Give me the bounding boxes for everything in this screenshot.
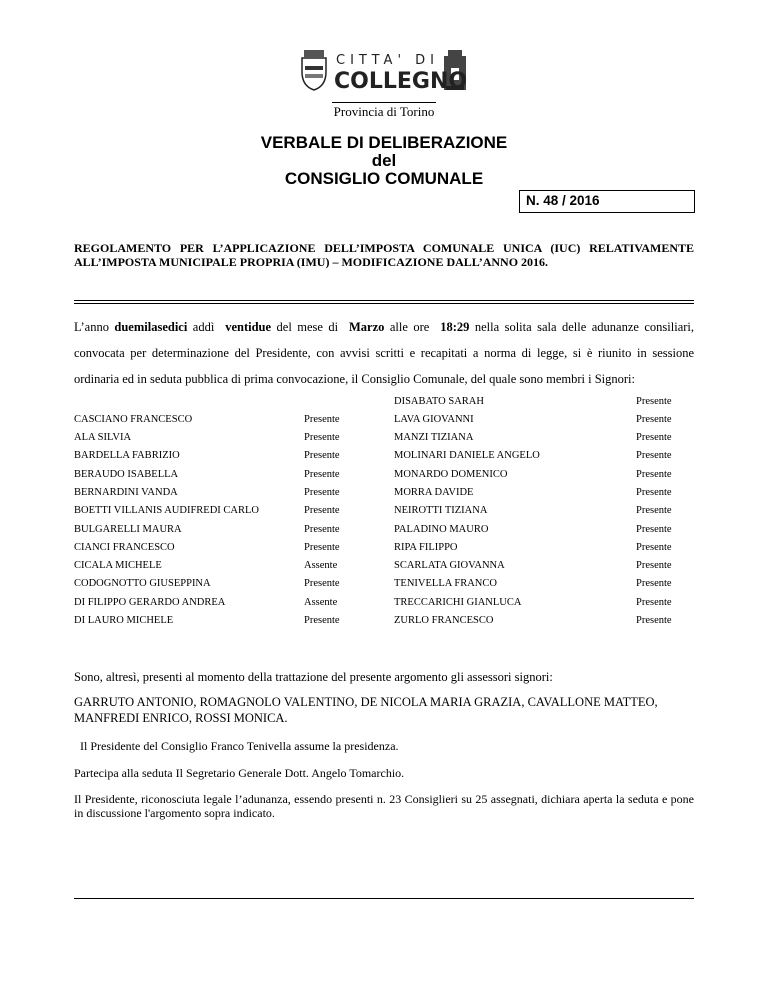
deliberation-number: N. 48 / 2016 — [526, 193, 600, 208]
table-row: ALA SILVIA Presente MANZI TIZIANA Presente — [74, 432, 672, 443]
table-row: BULGARELLI MAURA Presente PALADINO MAURO Presente — [74, 524, 672, 535]
table-row: DI FILIPPO GERARDO ANDREA Assente TRECCARICHI GIANLUCA Presente — [74, 597, 672, 608]
title-line-3: CONSIGLIO COMUNALE — [284, 169, 484, 188]
deliberation-number-box — [519, 190, 695, 213]
month-value: Marzo — [349, 320, 385, 334]
table-row: DI LAURO MICHELE Presente ZURLO FRANCESCO Presente — [74, 615, 672, 626]
title-line-2: del — [371, 151, 397, 170]
divider-line — [74, 303, 694, 304]
segretario-text: Partecipa alla seduta Il Segretario Generale Dott. Angelo Tomarchio. — [74, 766, 405, 780]
title-line-1: VERBALE DI DELIBERAZIONE — [260, 133, 508, 152]
day-value: ventidue — [225, 320, 272, 334]
divider-line — [74, 300, 694, 301]
table-row: DISABATO SARAH Presente — [394, 396, 672, 407]
provincia-label: Provincia di Torino — [333, 104, 435, 119]
document-title — [0, 134, 768, 188]
year-value: duemilasedici — [114, 320, 188, 334]
table-row: BARDELLA FABRIZIO Presente MOLINARI DANIELE ANGELO Presente — [74, 450, 672, 461]
subject-text: REGOLAMENTO PER L’APPLICAZIONE DELL’IMPOSTA COMUNALE UNICA (IUC) RELATIVAMENTE ALL’IMPOSTA MUNICIPALE PROPRIA (IMU) – MODIFICAZIONE DALL’ANNO 2016. — [74, 241, 694, 269]
city-logo — [298, 46, 470, 94]
closing-text: Il Presidente, riconosciuta legale l’adunanza, essendo presenti n. 23 Consiglieri su 25 assegnati, dichiara aperta la seduta e pone in discussione l'argomento sopra indicato. — [74, 792, 694, 820]
svg-text:CITTA' DI: CITTA' DI — [336, 53, 439, 68]
table-row: BERNARDINI VANDA Presente MORRA DAVIDE Presente — [74, 487, 672, 498]
table-row: CICALA MICHELE Assente SCARLATA GIOVANNA Presente — [74, 560, 672, 571]
table-row: CASCIANO FRANCESCO Presente LAVA GIOVANNI Presente — [74, 414, 672, 425]
also-present-text: Sono, altresì, presenti al momento della trattazione del presente argomento gli assessori signori: — [74, 670, 553, 684]
presidente-text: Il Presidente del Consiglio Franco Tenivella assume la presidenza. — [80, 739, 399, 753]
table-row: BOETTI VILLANIS AUDIFREDI CARLO Presente NEIROTTI TIZIANA Presente — [74, 505, 672, 516]
logo-underline — [332, 102, 436, 103]
footer-line — [74, 898, 694, 899]
table-row: CIANCI FRANCESCO Presente RIPA FILIPPO Presente — [74, 542, 672, 553]
intro-paragraph: L’anno duemilasedici addì ventidue del mese di Marzo alle ore 18:29 nella solita sala delle adunanze consiliari, convocata per determinazione del Presidente, con avvisi scritti e recapitati a norma di legge, si è riunito in sessione ordinaria ed in seduta pubblica di prima convocazione, il Consiglio Comunale, del quale sono membri i Signori: — [74, 320, 695, 386]
table-row: CODOGNOTTO GIUSEPPINA Presente TENIVELLA FRANCO Presente — [74, 578, 672, 589]
svg-text:COLLEGNO: COLLEGNO — [334, 69, 468, 94]
table-row: BERAUDO ISABELLA Presente MONARDO DOMENICO Presente — [74, 469, 672, 480]
time-value: 18:29 — [440, 320, 470, 334]
city-crest-icon — [298, 46, 470, 94]
assessori-list: GARRUTO ANTONIO, ROMAGNOLO VALENTINO, DE NICOLA MARIA GRAZIA, CAVALLONE MATTEO, MANFREDI ENRICO, ROSSI MONICA. — [74, 695, 658, 725]
